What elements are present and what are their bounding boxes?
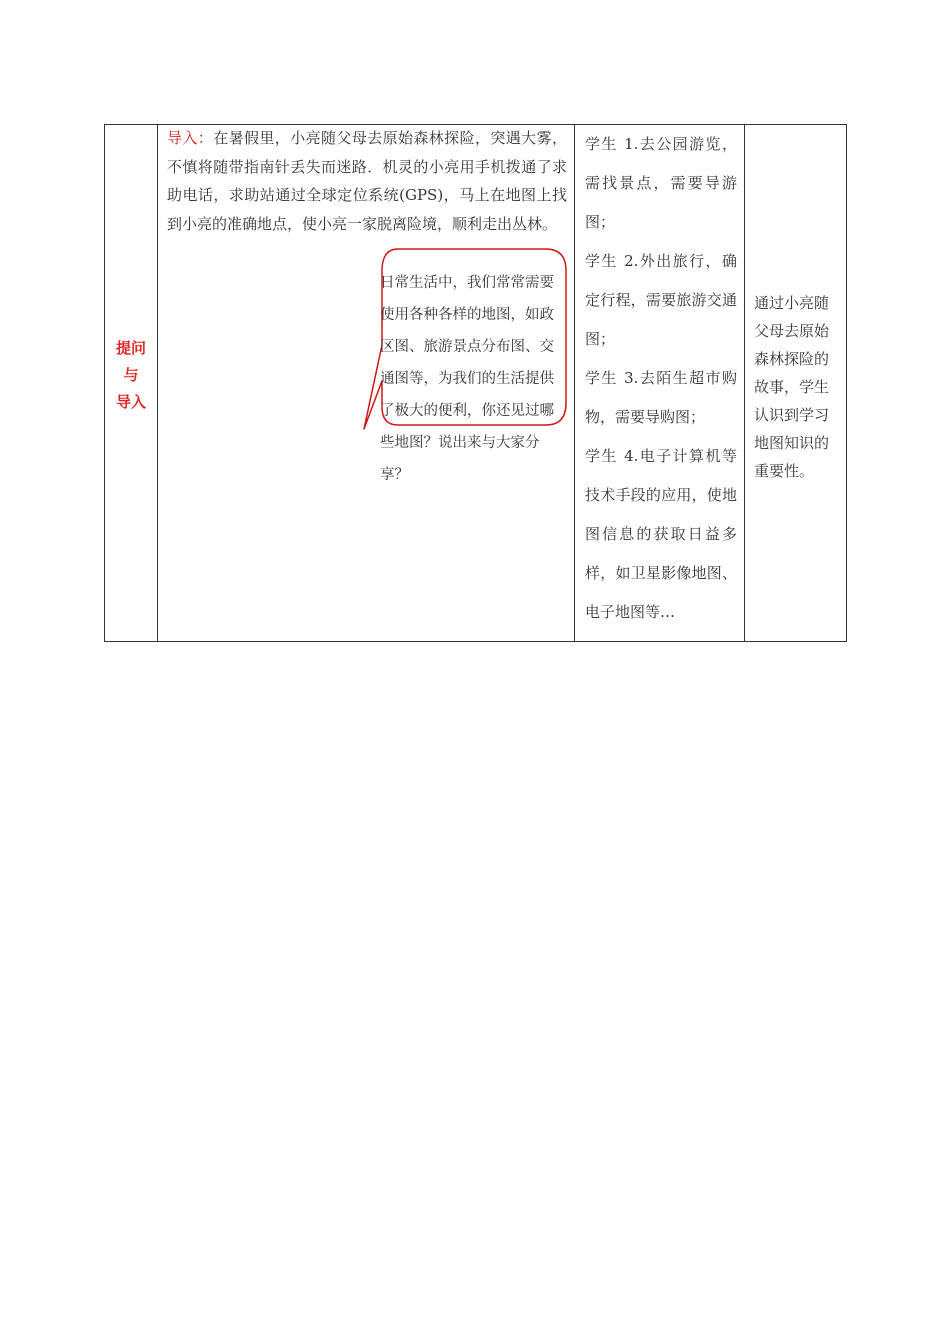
table-row bbox=[105, 125, 847, 642]
story-text: 在暑假里，小亮随父母去原始森林探险，突遇大雾，不慎将随带指南针丢失而迷路．机灵的小亮用手机拨通了求助电话，求助站通过全球定位系统(GPS)，马上在地图上找到小亮的准确地点，使小亮一家脱离险境，顺利走出丛林。 bbox=[167, 129, 567, 233]
list-item: 学生 3.去陌生超市购物，需要导购图； bbox=[585, 369, 737, 426]
list-item: 学生 4.电子计算机等技术手段的应用，使地图信息的获取日益多样，如卫星影像地图、电子地图等… bbox=[585, 447, 737, 621]
design-intent-text: 通过小亮随父母去原始森林探险的故事，学生认识到学习地图知识的重要性。 bbox=[754, 294, 830, 480]
stage-label-line: 提问 bbox=[115, 339, 146, 357]
teacher-story bbox=[167, 124, 567, 238]
bubble-question: 日常生活中，我们常常需要使用各种各样的地图，如政区图、旅游景点分布图、交通图等，为我们的生活提供了极大的便利，你还见过哪些地图？说出来与大家分享？ bbox=[380, 275, 554, 483]
lesson-plan-table bbox=[104, 124, 847, 642]
stage-label bbox=[105, 335, 157, 416]
stage-label-line: 导入 bbox=[115, 393, 146, 411]
student-answers bbox=[585, 125, 737, 632]
teacher-activity-cell bbox=[158, 125, 575, 642]
stage-label-line: 与 bbox=[123, 366, 139, 384]
student-activity-cell bbox=[575, 125, 745, 642]
list-item: 学生 1.去公园游览，需找景点，需要导游图； bbox=[585, 135, 737, 231]
lead-label: 导入： bbox=[167, 129, 214, 147]
list-item: 学生 2.外出旅行，确定行程，需要旅游交通图； bbox=[585, 252, 737, 348]
design-intent-cell bbox=[745, 125, 847, 642]
stage-cell bbox=[105, 125, 158, 642]
